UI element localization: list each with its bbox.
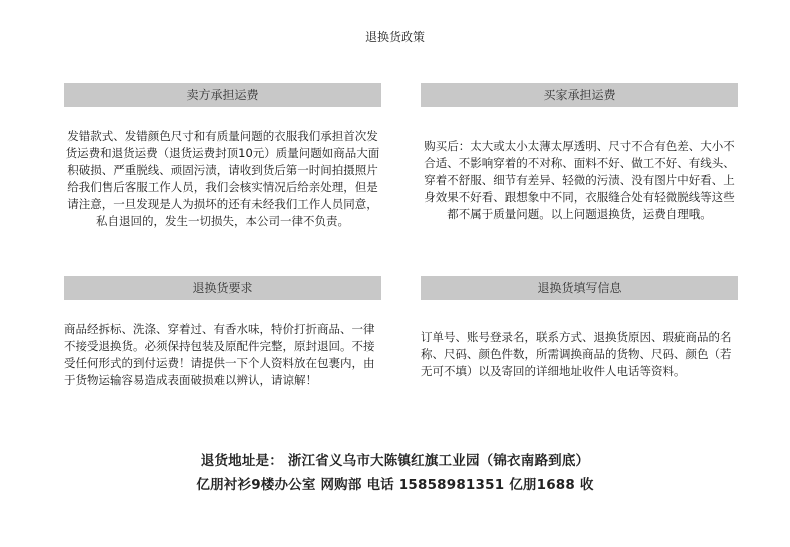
return-requirements-text: 商品经拆标、洗涤、穿着过、有香水味，特价打折商品、一律不接受退换货。必须保持包装及原配件完整，原封退回。不接受任何形式的到付运费！请提供一下个人资料放在包裹内，由于货物运输容易造成表面破损难以辨认，请谅解！ xyxy=(64,322,375,387)
buyer-pays-shipping-header: 买家承担运费 xyxy=(421,83,738,107)
return-requirements-header: 退换货要求 xyxy=(64,276,381,300)
buyer-pays-shipping-text: 购买后：太大或太小太薄太厚透明、尺寸不合有色差、大小不合适、不影响穿着的不对称、面料不好、做工不好、有线头、穿着不舒服、细节有差异、轻微的污渍、没有图片中好看、上身效果不好看、跟想象中不同，衣服缝合处有轻微脱线等这些都不属于质量问题。以上问题退换货，运费自理哦。 xyxy=(424,139,735,221)
return-info-text: 订单号、账号登录名，联系方式、退换货原因、瑕疵商品的名称、尺码、颜色件数，所需调换商品的货物、尺码、颜色（若无可不填）以及寄回的详细地址收件人电话等资料。 xyxy=(421,330,732,378)
return-info-section xyxy=(421,276,738,380)
return-info-header: 退换货填写信息 xyxy=(421,276,738,300)
return-address-line-1: 退货地址是： 浙江省义乌市大陈镇红旗工业园（锦衣南路到底） xyxy=(200,453,590,469)
seller-pays-shipping-section xyxy=(64,83,381,230)
buyer-pays-shipping-section xyxy=(421,83,738,223)
seller-pays-shipping-header: 卖方承担运费 xyxy=(64,83,381,107)
page-title: 退换货政策 xyxy=(364,30,425,44)
return-requirements-section xyxy=(64,276,381,389)
seller-pays-shipping-text: 发错款式、发错颜色尺寸和有质量问题的衣服我们承担首次发货运费和退货运费（退货运费封顶10元）质量问题如商品大面积破损、严重脱线、顽固污渍，请收到货后第一时间拍摄照片给我们售后客服工作人员，我们会核实情况后给亲处理，但是请注意，一旦发现是人为损坏的还有未经我们工作人员同意，私自退回的，发生一切损失，本公司一律不负责。 xyxy=(65,129,380,228)
return-address-line-2: 亿朋衬衫9楼办公室 网购部 电话 15858981351 亿朋1688 收 xyxy=(196,477,594,493)
